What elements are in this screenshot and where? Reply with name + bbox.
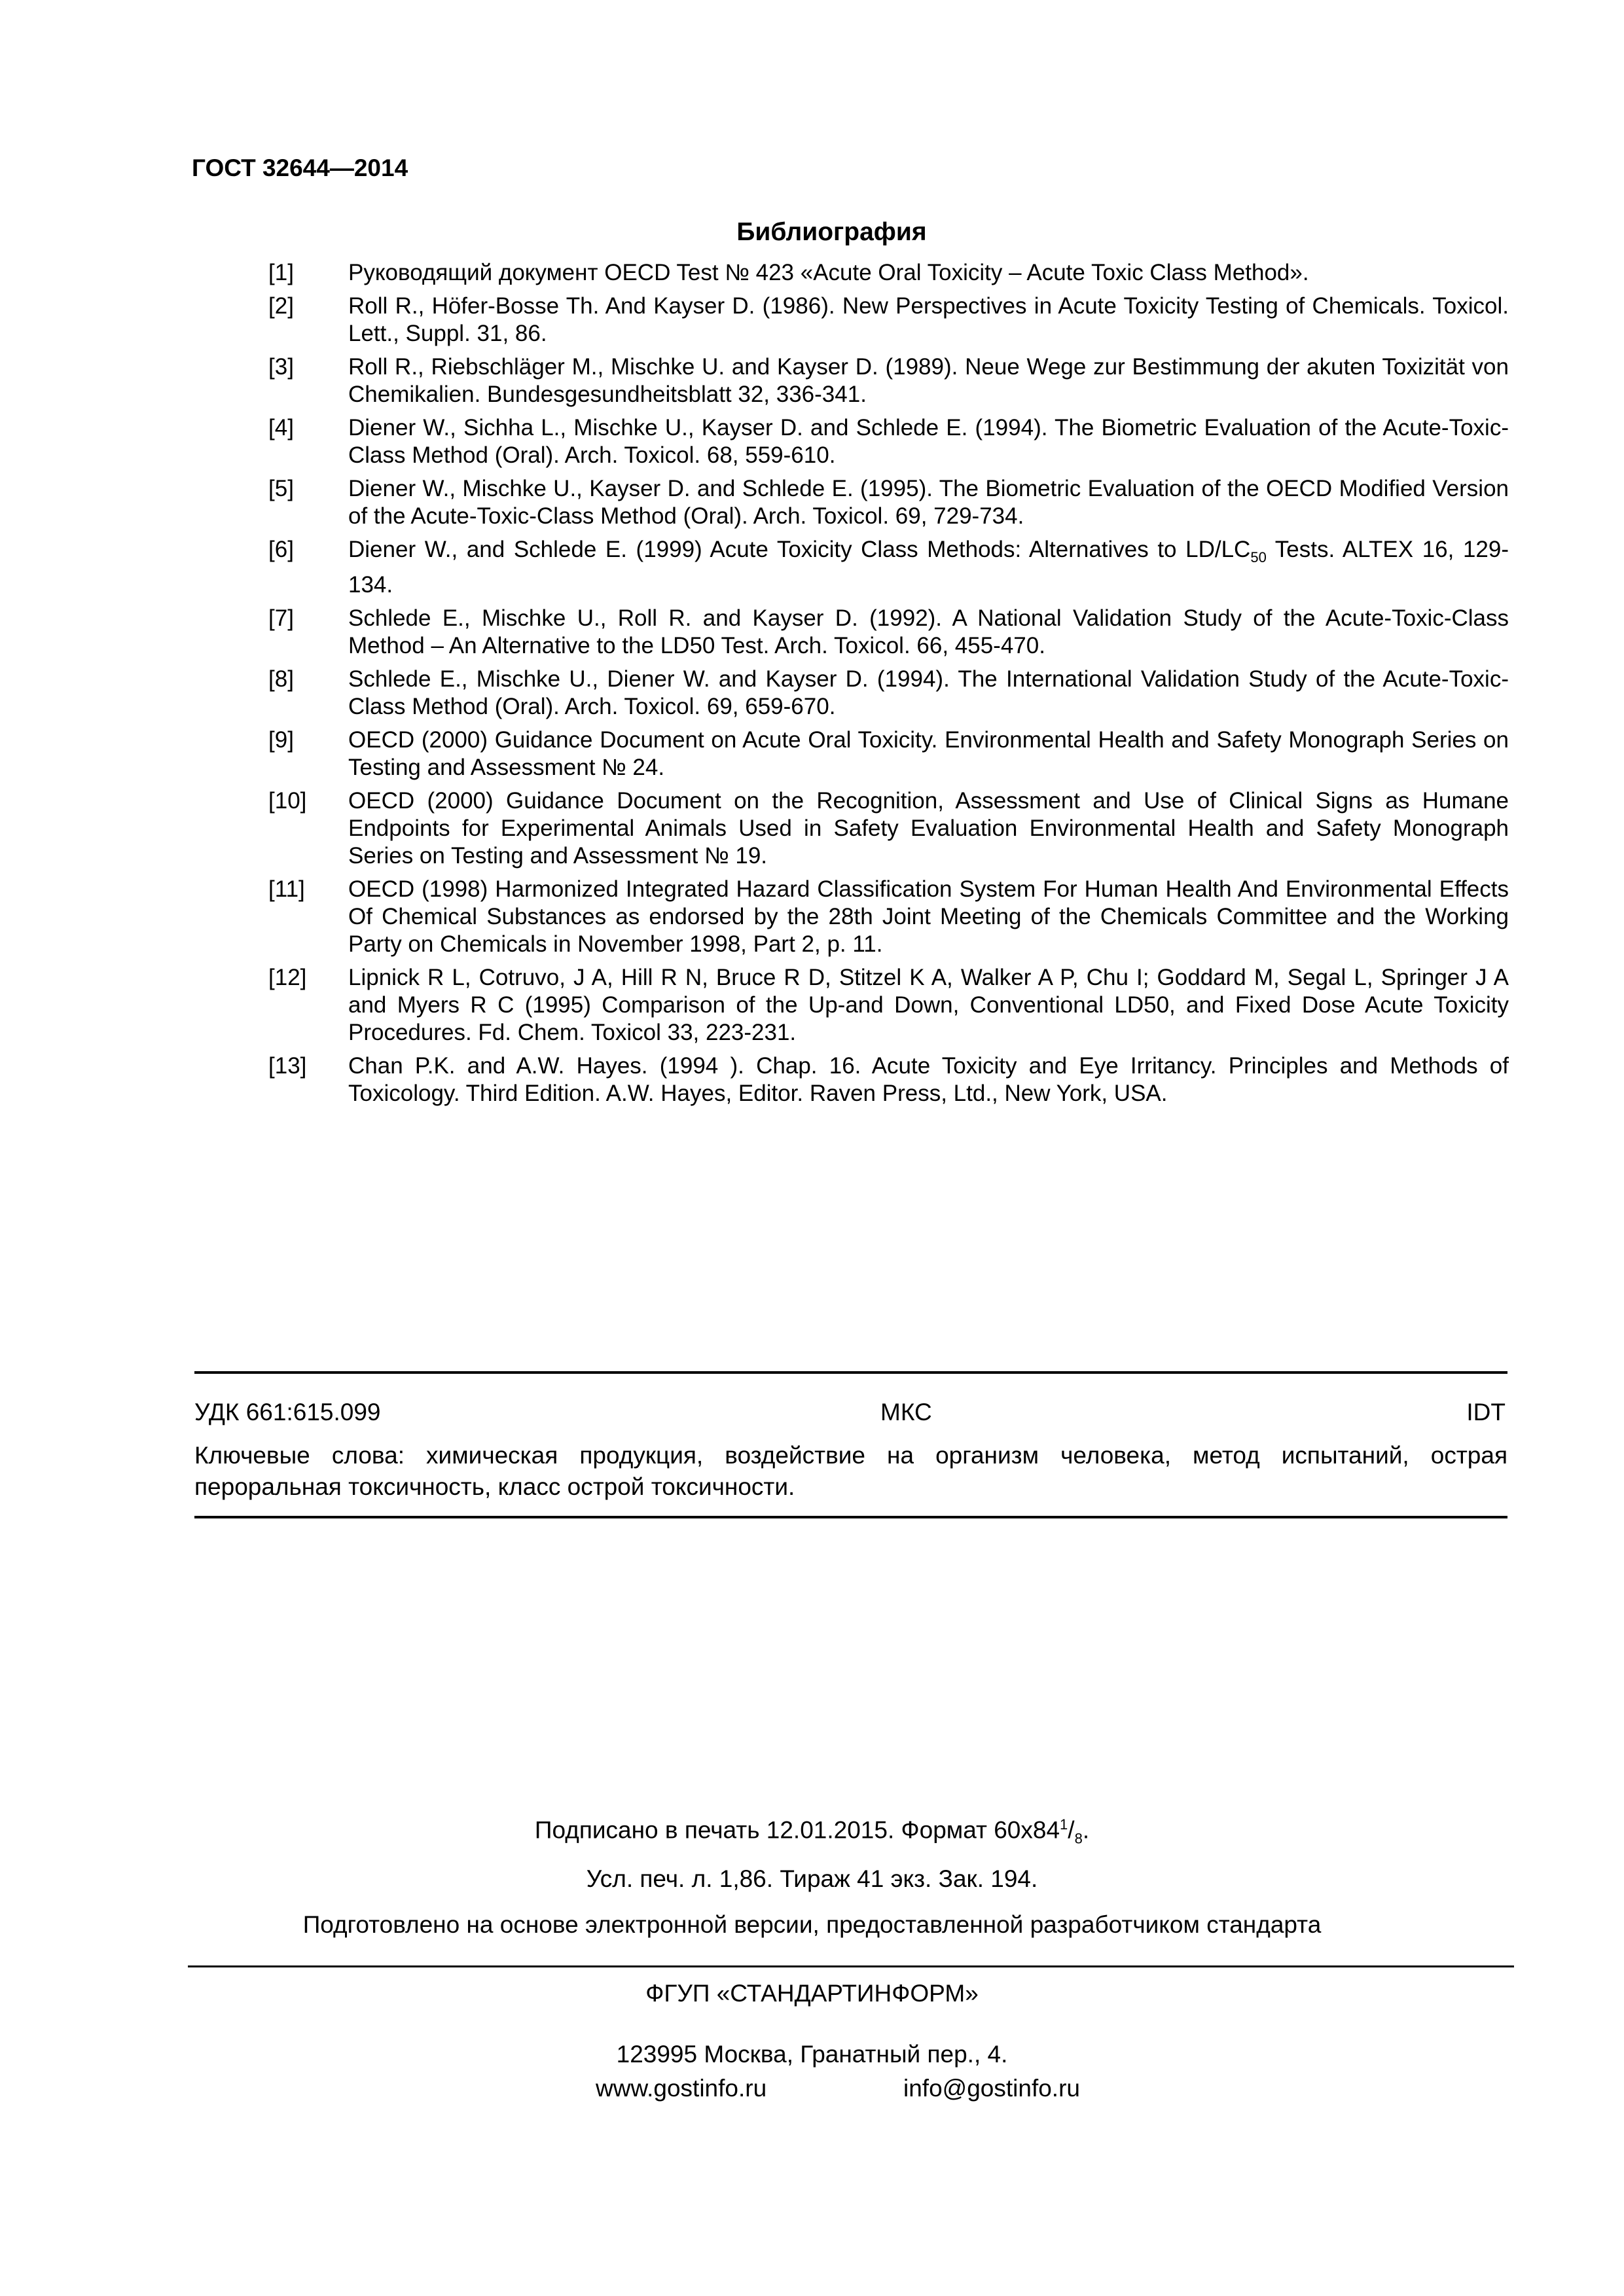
entry-text: OECD (1998) Harmonized Integrated Hazard Classification System For Human Health And Environmental Effects Of Chemical Substances as endorsed by the 28th Joint Meeting of the Chemicals Committee and the Working Party on Chemicals in November 1998, Part 2, p. 11. <box>348 876 1509 957</box>
bibliography-entry <box>268 726 1509 781</box>
signed-line: Подписано в печать 12.01.2015. Формат $60x84^1/_8$. <box>534 1816 1090 1847</box>
entry-text: Chan P.K. and A.W. Hayes. (1994 ). Chap. 16. Acute Toxicity and Eye Irritancy. Principles and Methods of Toxicology. Third Edition. A.W. Hayes, Editor. Raven Press, Ltd., New York, USA. <box>348 1053 1509 1106</box>
bibliography-title: Библиография <box>736 218 927 246</box>
prepared-note: Подготовлено на основе электронной версии, предоставленной разработчиком стандарта <box>302 1911 1322 1938</box>
entry-number: [13] <box>268 1053 307 1079</box>
keywords-text: Ключевые слова: химическая продукция, воздействие на организм человека, метод испытаний, острая пероральная токсичность, класс острой токсичности. <box>194 1442 1507 1500</box>
udk-code: УДК 661:615.099 <box>194 1399 381 1426</box>
entry-text: OECD (2000) Guidance Document on Acute Oral Toxicity. Environmental Health and Safety Monograph Series on Testing and Assessment № 24. <box>348 727 1509 780</box>
bibliography-entry <box>268 605 1509 660</box>
signed-text: Подписано в печать 12.01.2015. Формат 60x84 <box>534 1816 1060 1844</box>
entry-text: Руководящий документ OECD Test № 423 «Acute Oral Toxicity – Acute Toxic Class Method». <box>348 260 1309 285</box>
publisher-address: 123995 Москва, Гранатный пер., 4. <box>616 2041 1008 2068</box>
entry-number: [6] <box>268 537 294 562</box>
entry-text: Roll R., Höfer-Bosse Th. And Kayser D. (1986). New Perspectives in Acute Toxicity Testing of Chemicals. Toxicol. Lett., Suppl. 31, 86. <box>348 293 1509 346</box>
bibliography-entry <box>268 293 1509 348</box>
bibliography-entry <box>268 964 1509 1047</box>
bibliography-entry <box>268 666 1509 721</box>
entry-number: [8] <box>268 666 294 692</box>
entry-text: Roll R., Riebschläger M., Mischke U. and Kayser D. (1989). Neue Wege zur Bestimmung der akuten Toxizität von Chemikalien. Bundesgesundheitsblatt 32, 336-341. <box>348 354 1509 407</box>
entry-number: [12] <box>268 965 307 990</box>
classification-bottom-rule <box>194 1516 1507 1518</box>
bibliography-entry <box>268 353 1509 408</box>
entry-number: [2] <box>268 293 294 319</box>
format-denominator: 8 <box>1074 1830 1083 1847</box>
bibliography-entry <box>268 787 1509 870</box>
entry-text: Diener W., Mischke U., Kayser D. and Schlede E. (1995). The Biometric Evaluation of the OECD Modified Version of the Acute-Toxic-Class Method (Oral). Arch. Toxicol. 69, 729-734. <box>348 476 1509 529</box>
entry-text: Schlede E., Mischke U., Roll R. and Kayser D. (1992). A National Validation Study of the Acute-Toxic-Class Method – An Alternative to the LD50 Test. Arch. Toxicol. 66, 455-470. <box>348 605 1509 658</box>
entry-number: [11] <box>268 876 305 902</box>
entry-number: [9] <box>268 727 294 753</box>
entry-text-main: Diener W., and Schlede E. (1999) Acute Toxicity Class Methods: Alternatives to LD/LC <box>348 537 1251 562</box>
entry-number: [4] <box>268 415 294 440</box>
page-header-standard-id: ГОСТ 32644—2014 <box>192 154 408 181</box>
subscript-50: 50 <box>1250 549 1267 565</box>
bibliography-entry <box>268 876 1509 958</box>
entry-text-tail: Tests. ALTEX 16, 129-134. <box>348 537 1509 598</box>
entry-text: Lipnick R L, Cotruvo, J A, Hill R N, Bruce R D, Stitzel K A, Walker A P, Chu I; Goddard M, Segal L, Springer J A and Myers R C (1995) Comparison of the Up-and Down, Conventional LD50, and Fixed Dose Acute Toxicity Procedures. Fd. Chem. Toxicol 33, 223-231. <box>348 965 1509 1045</box>
bibliography-entry <box>268 1052 1509 1107</box>
entry-text: Schlede E., Mischke U., Diener W. and Kayser D. (1994). The International Validation Study of the Acute-Toxic-Class Method (Oral). Arch. Toxicol. 69, 659-670. <box>348 666 1509 719</box>
mks-label: МКС <box>880 1399 932 1426</box>
entry-number: [7] <box>268 605 294 631</box>
entry-text: Diener W., Sichha L., Mischke U., Kayser D. and Schlede E. (1994). The Biometric Evaluation of the Acute-Toxic-Class Method (Oral). Arch. Toxicol. 68, 559-610. <box>348 415 1509 468</box>
idt-label: IDT <box>1466 1399 1506 1426</box>
bibliography-list <box>268 259 1509 1113</box>
bibliography-entry <box>268 475 1509 530</box>
website-link[interactable]: www.gostinfo.ru <box>596 2075 767 2102</box>
bibliography-entry <box>268 414 1509 469</box>
entry-text <box>348 536 1509 599</box>
email-link[interactable]: info@gostinfo.ru <box>903 2075 1080 2102</box>
entry-number: [3] <box>268 354 294 380</box>
entry-number: [1] <box>268 260 294 285</box>
entry-text: OECD (2000) Guidance Document on the Recognition, Assessment and Use of Clinical Signs as Humane Endpoints for Experimental Animals Used in Safety Evaluation Environmental Health and Safety Monograph Series on Testing and Assessment № 19. <box>348 788 1509 869</box>
publication-rule <box>188 1965 1514 1967</box>
format-numerator: 1 <box>1060 1816 1068 1833</box>
print-info: Усл. печ. л. 1,86. Тираж 41 экз. Зак. 194. <box>586 1865 1038 1892</box>
bibliography-entry <box>268 536 1509 599</box>
classification-top-rule <box>194 1371 1507 1374</box>
publisher-name: ФГУП «СТАНДАРТИНФОРМ» <box>645 1980 979 2007</box>
entry-number: [10] <box>268 788 307 814</box>
signed-suffix: . <box>1082 1816 1090 1844</box>
bibliography-entry <box>268 259 1509 287</box>
entry-number: [5] <box>268 476 294 501</box>
